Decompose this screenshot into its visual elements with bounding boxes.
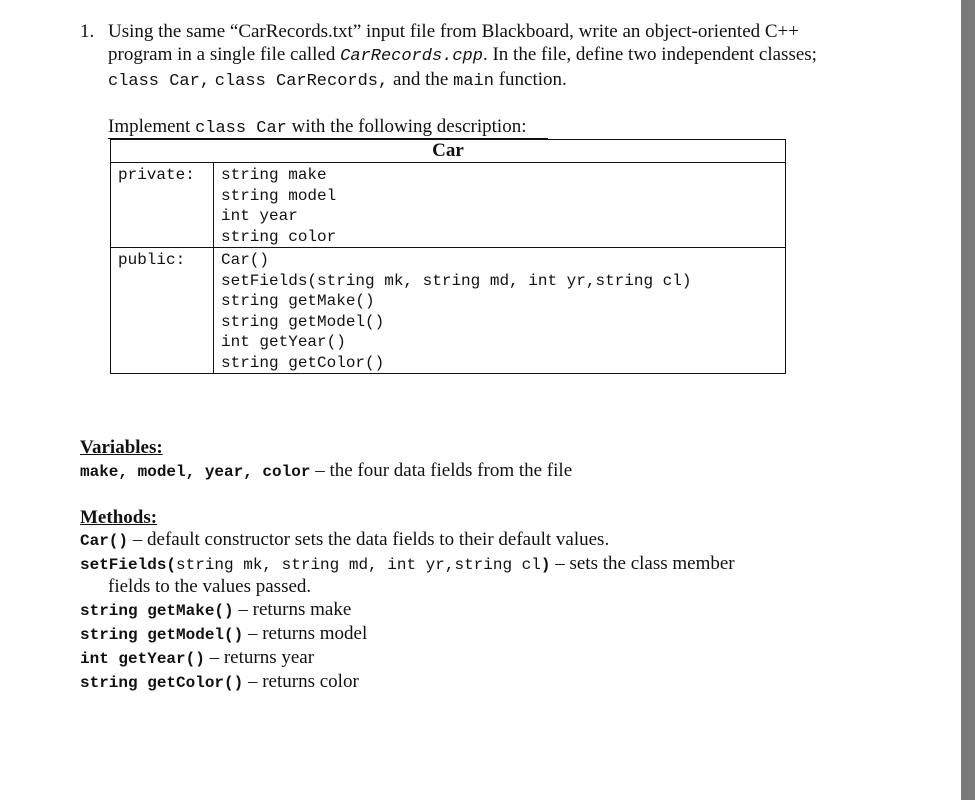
question-text-part2: . In the file, define two independent classes; (482, 44, 817, 65)
getter-code: int getYear() (80, 650, 205, 668)
method-getmodel (80, 622, 367, 647)
implement-class-code: class Car (195, 119, 287, 138)
class-diagram-table (110, 139, 786, 374)
question-text-part3: and the (388, 69, 454, 90)
constructor-text: – default constructor sets the data fields to their default values. (128, 529, 610, 550)
getter-code: string getColor() (80, 674, 244, 692)
filename-code: CarRecords.cpp (340, 47, 483, 66)
method-constructor (80, 528, 609, 553)
implement-prefix: Implement (108, 116, 196, 137)
setfields-text-continuation: fields to the values passed. (108, 576, 312, 597)
method-getcolor (80, 670, 359, 695)
method-getmake (80, 598, 351, 623)
private-members (214, 163, 786, 248)
public-row (111, 248, 786, 374)
getter-text: – returns make (233, 599, 352, 620)
public-member: string getMake() (221, 292, 375, 310)
public-member: string getColor() (221, 353, 385, 372)
setfields-name-code: setFields( (80, 556, 177, 574)
main-code: main (453, 72, 494, 91)
setfields-text: – sets the class member (550, 553, 735, 574)
method-setfields (80, 552, 735, 577)
question-number: 1. (80, 21, 95, 42)
variables-heading: Variables: (80, 437, 163, 458)
private-member: string make (221, 166, 327, 184)
setfields-close-code: ) (540, 556, 551, 574)
class-diagram-title: Car (111, 140, 786, 163)
methods-heading: Methods: (80, 507, 158, 528)
public-member: string getModel() (221, 312, 385, 331)
vertical-scrollbar[interactable] (961, 0, 975, 800)
question-text-part4: function. (493, 69, 567, 90)
method-getyear (80, 646, 314, 671)
variables-description (80, 459, 572, 484)
public-members (214, 248, 786, 374)
private-member: string color (221, 227, 337, 246)
public-member: Car() (221, 251, 270, 269)
class-carrecords-code: class CarRecords, (214, 72, 389, 91)
implement-suffix: with the following description: (286, 116, 527, 137)
getter-code: string getModel() (80, 626, 244, 644)
private-label: private: (111, 163, 214, 248)
getter-code: string getMake() (80, 602, 234, 620)
private-member: string model (221, 186, 337, 205)
getter-text: – returns year (204, 647, 315, 668)
getter-text: – returns model (243, 623, 368, 644)
public-member: int getYear() (221, 333, 346, 351)
question-text (108, 20, 828, 93)
variables-text: – the four data fields from the file (310, 460, 573, 481)
constructor-code: Car() (80, 532, 129, 550)
question-text-part1: Using the same “CarRecords.txt” input file from Blackboard, write an object-oriented C++ program in a single file called (108, 21, 799, 65)
public-member: setFields(string mk, string md, int yr,string cl) (221, 271, 692, 290)
getter-text: – returns color (243, 671, 359, 692)
implement-line (108, 115, 526, 140)
setfields-args-code: string mk, string md, int yr,string cl (176, 556, 541, 574)
class-car-code: class Car, (108, 72, 211, 91)
variables-code: make, model, year, color (80, 463, 311, 481)
public-label: public: (111, 248, 214, 374)
private-row (111, 163, 786, 248)
private-member: int year (221, 207, 298, 225)
